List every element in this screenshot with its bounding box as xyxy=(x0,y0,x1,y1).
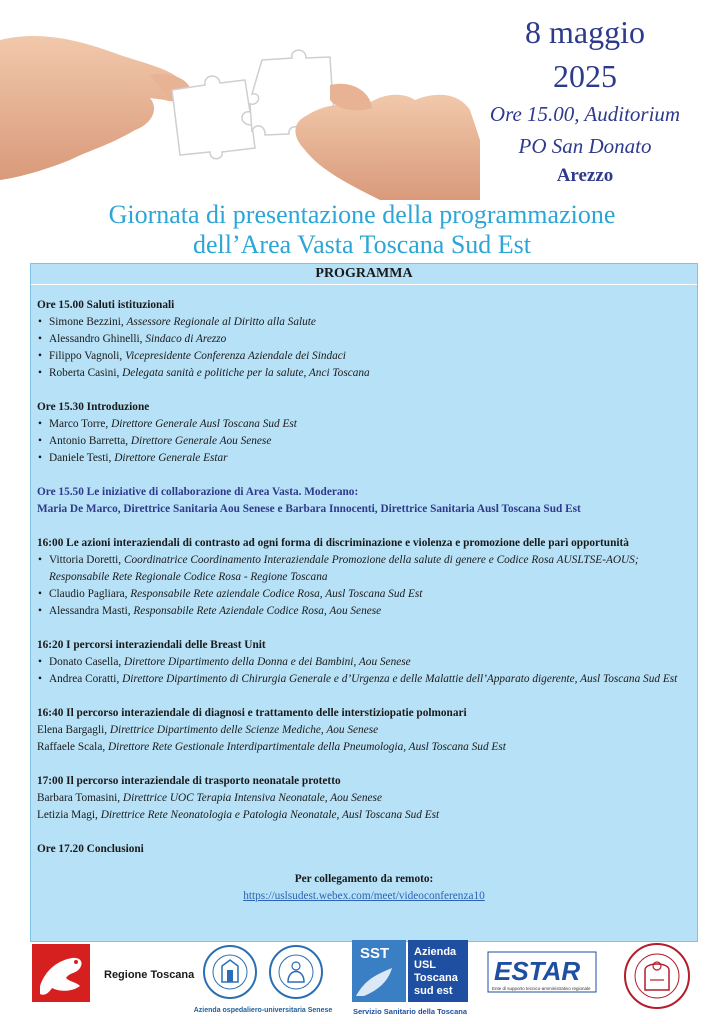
sst-usl-logo xyxy=(352,940,468,1002)
speaker-name: Alessandro Ghinelli, xyxy=(49,333,146,345)
program-section xyxy=(37,484,691,518)
event-title-line1: Giornata di presentazione della programmazione xyxy=(108,200,616,229)
speaker-role: Direttore Dipartimento della Donna e dei Bambini, Aou Senese xyxy=(123,656,411,668)
program-section xyxy=(37,297,691,382)
speaker-name: Barbara Tomasini, xyxy=(37,792,123,804)
speaker-list xyxy=(37,314,691,382)
speaker-line xyxy=(37,807,691,824)
remote-access-link[interactable]: https://uslsudest.webex.com/meet/videoconferenza10 xyxy=(243,890,485,902)
event-date-venue xyxy=(470,10,700,190)
section-title: Ore 15.50 Le iniziative di collaborazione di Area Vasta. Moderano: xyxy=(37,486,359,498)
section-title: Ore 17.20 Conclusioni xyxy=(37,843,144,855)
speaker-name: Daniele Testi, xyxy=(49,452,115,464)
speaker-item xyxy=(37,450,691,467)
azienda-label: Azienda xyxy=(414,946,457,958)
toscana-label: Toscana xyxy=(414,972,458,984)
speaker-list xyxy=(37,552,691,620)
speaker-role: Coordinatrice Coordinamento Interaziendale Promozione della salute di genere e Codice Rosa AUSLTSE-AOUS; Responsabile Rete Regionale Codice Rosa - Regione Toscana xyxy=(49,554,639,583)
program-box xyxy=(30,263,698,942)
usl-label: USL xyxy=(414,959,436,971)
speaker-role: Direttrice UOC Terapia Intensiva Neonatale, Aou Senese xyxy=(122,792,382,804)
speaker-name: Vittoria Doretti, xyxy=(49,554,124,566)
speaker-role: Sindaco di Arezzo xyxy=(145,333,227,345)
speaker-list xyxy=(37,654,691,688)
speaker-name: Raffaele Scala, xyxy=(37,741,108,753)
speaker-role: Direttore Generale Estar xyxy=(114,452,228,464)
event-time-place: Ore 15.00, Auditorium xyxy=(489,102,681,126)
speaker-role: Assessore Regionale al Diritto alla Salute xyxy=(126,316,316,328)
sud-est-label: sud est xyxy=(414,985,453,997)
sst-short-label: SST xyxy=(360,945,390,962)
speaker-item xyxy=(37,314,691,331)
program-section xyxy=(37,841,691,858)
event-date-year: 2025 xyxy=(553,58,617,94)
speaker-name: Roberta Casini, xyxy=(49,367,123,379)
hands-puzzle-image xyxy=(0,0,480,200)
speaker-name: Letizia Magi, xyxy=(37,809,101,821)
section-title: 16:00 Le azioni interaziendali di contrasto ad ogni forma di discriminazione e violenza e promozione delle pari opportunità xyxy=(37,537,629,549)
program-content xyxy=(31,285,697,905)
speaker-item xyxy=(37,586,691,603)
section-title: 16:40 Il percorso interaziendale di diagnosi e trattamento delle interstiziopatie polmonari xyxy=(37,707,467,719)
speaker-role: Direttore Generale Aou Senese xyxy=(130,435,272,447)
program-section xyxy=(37,399,691,467)
speaker-name: Alessandra Masti, xyxy=(49,605,134,617)
universita-siena-seal xyxy=(625,944,689,1008)
speaker-line xyxy=(37,790,691,807)
estar-logo xyxy=(488,952,596,992)
speaker-name: Claudio Pagliara, xyxy=(49,588,131,600)
program-section xyxy=(37,705,691,756)
speaker-role: Direttrice Rete Neonatologia e Patologia Neonatale, Ausl Toscana Sud Est xyxy=(100,809,440,821)
speaker-role: Responsabile Rete Aziendale Codice Rosa, Aou Senese xyxy=(133,605,382,617)
speaker-name: Marco Torre, xyxy=(49,418,112,430)
event-city: Arezzo xyxy=(556,165,614,186)
speaker-line xyxy=(37,722,691,739)
regione-toscana-logo xyxy=(32,944,90,1002)
speaker-list xyxy=(37,416,691,467)
event-title-line2: dell’Area Vasta Toscana Sud Est xyxy=(192,230,532,259)
speaker-role: Vicepresidente Conferenza Aziendale dei Sindaci xyxy=(125,350,346,362)
speaker-line xyxy=(37,739,691,756)
speaker-name: Andrea Coratti, xyxy=(49,673,123,685)
sst-caption: Servizio Sanitario della Toscana xyxy=(352,1007,468,1016)
section-title: 17:00 Il percorso interaziendale di trasporto neonatale protetto xyxy=(37,775,341,787)
event-date-day: 8 maggio xyxy=(525,14,645,50)
section-title: 16:20 I percorsi interaziendali delle Breast Unit xyxy=(37,639,266,651)
speaker-item xyxy=(37,331,691,348)
speaker-name: Antonio Barretta, xyxy=(49,435,131,447)
event-venue: PO San Donato xyxy=(518,134,652,158)
program-heading: PROGRAMMA xyxy=(31,264,697,285)
speaker-name: Donato Casella, xyxy=(49,656,124,668)
speaker-role: Delegata sanità e politiche per la salute, Anci Toscana xyxy=(122,367,370,379)
aou-senese-label: Azienda ospedaliero-universitaria Senese xyxy=(193,1007,333,1014)
speaker-item xyxy=(37,365,691,382)
speaker-item xyxy=(37,654,691,671)
section-moderators: Maria De Marco, Direttrice Sanitaria Aou Senese e Barbara Innocenti, Direttrice Sanitaria Ausl Toscana Sud Est xyxy=(37,503,581,515)
speaker-role: Direttore Dipartimento di Chirurgia Generale e d’Urgenza e delle Malattie dell’Apparato digerente, Ausl Toscana Sud Est xyxy=(122,673,678,685)
speaker-name: Filippo Vagnoli, xyxy=(49,350,126,362)
regione-toscana-label: Regione Toscana xyxy=(104,969,195,981)
speaker-item xyxy=(37,671,691,688)
speaker-role: Direttrice Dipartimento delle Scienze Mediche, Aou Senese xyxy=(109,724,379,736)
speaker-item xyxy=(37,433,691,450)
speaker-item xyxy=(37,348,691,365)
program-section xyxy=(37,535,691,620)
program-section xyxy=(37,637,691,688)
speaker-item xyxy=(37,552,691,586)
speaker-role: Direttore Generale Ausl Toscana Sud Est xyxy=(111,418,297,430)
speaker-role: Direttore Rete Gestionale Interdipartimentale della Pneumologia, Ausl Toscana Sud Est xyxy=(108,741,506,753)
partner-logos xyxy=(0,938,724,1024)
event-title xyxy=(20,200,704,260)
section-title: Ore 15.00 Saluti istituzionali xyxy=(37,299,175,311)
speaker-name: Elena Bargagli, xyxy=(37,724,110,736)
speaker-item xyxy=(37,416,691,433)
estar-caption: Ente di supporto tecnico-amministrativo regionale xyxy=(492,986,591,991)
aou-senese-logo xyxy=(204,946,322,998)
speaker-name: Simone Bezzini, xyxy=(49,316,127,328)
speaker-role: Responsabile Rete aziendale Codice Rosa, Ausl Toscana Sud Est xyxy=(130,588,423,600)
remote-access-label: Per collegamento da remoto: xyxy=(294,873,434,885)
section-title: Ore 15.30 Introduzione xyxy=(37,401,150,413)
speaker-item xyxy=(37,603,691,620)
estar-label: ESTAR xyxy=(494,956,581,986)
program-section xyxy=(37,773,691,824)
